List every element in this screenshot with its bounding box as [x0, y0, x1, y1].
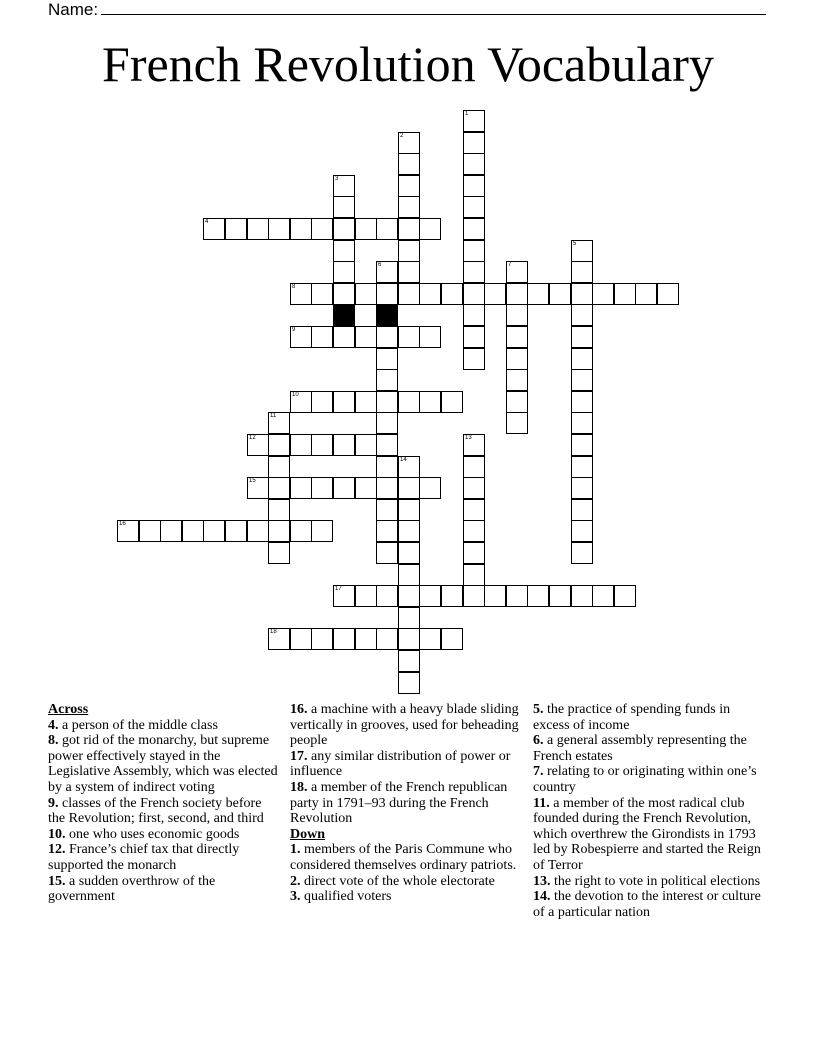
- crossword-cell[interactable]: [419, 391, 441, 413]
- crossword-cell[interactable]: [160, 520, 182, 542]
- crossword-cell[interactable]: [311, 628, 333, 650]
- clue-text: a machine with a heavy blade sliding vertically in grooves, used for beheading people: [290, 702, 519, 749]
- clue-across-17: [290, 749, 522, 780]
- clue-number: 5.: [533, 702, 544, 717]
- crossword-cell[interactable]: [571, 499, 593, 521]
- crossword-cell[interactable]: [571, 304, 593, 326]
- clue-number: 12.: [48, 842, 66, 858]
- crossword-cell[interactable]: [398, 240, 420, 262]
- crossword-cell[interactable]: [419, 218, 441, 240]
- crossword-cell[interactable]: [398, 477, 420, 499]
- crossword-cell[interactable]: [268, 434, 290, 456]
- crossword-cell[interactable]: [398, 153, 420, 175]
- clue-down-13: [533, 874, 765, 890]
- clue-text: France’s chief tax that directly supported the monarch: [48, 842, 240, 873]
- crossword-cell[interactable]: [355, 283, 377, 305]
- cell-number: 5: [573, 241, 577, 247]
- crossword-cell[interactable]: [463, 477, 485, 499]
- crossword-cell[interactable]: [333, 261, 355, 283]
- crossword-cell[interactable]: [571, 456, 593, 478]
- clue-text: a sudden overthrow of the government: [48, 873, 216, 905]
- crossword-cell[interactable]: [398, 628, 420, 650]
- crossword-cell[interactable]: [506, 585, 528, 607]
- clue-number: 8.: [48, 733, 59, 749]
- crossword-cell[interactable]: [398, 326, 420, 348]
- cell-number: 1: [465, 111, 469, 117]
- crossword-cell[interactable]: [376, 348, 398, 370]
- crossword-cell[interactable]: [549, 283, 571, 305]
- clues-column-3: [533, 702, 765, 920]
- crossword-cell[interactable]: [398, 585, 420, 607]
- clue-across-12: [48, 842, 280, 873]
- crossword-cell[interactable]: [463, 456, 485, 478]
- crossword-cell[interactable]: [376, 369, 398, 391]
- crossword-cell[interactable]: [463, 304, 485, 326]
- crossword-cell[interactable]: [506, 369, 528, 391]
- crossword-cell[interactable]: [506, 412, 528, 434]
- crossword-cell[interactable]: [398, 196, 420, 218]
- crossword-cell[interactable]: [398, 261, 420, 283]
- cell-number: 17: [335, 586, 342, 592]
- crossword-cell[interactable]: [419, 585, 441, 607]
- crossword-cell[interactable]: [571, 369, 593, 391]
- crossword-cell[interactable]: [376, 520, 398, 542]
- crossword-cell[interactable]: [614, 585, 636, 607]
- clue-across-16: [290, 702, 522, 749]
- crossword-cell[interactable]: [290, 283, 312, 305]
- crossword-cell[interactable]: [571, 520, 593, 542]
- crossword-cell[interactable]: [290, 326, 312, 348]
- crossword-cell[interactable]: [463, 542, 485, 564]
- crossword-cell[interactable]: [355, 628, 377, 650]
- crossword-cell[interactable]: [268, 628, 290, 650]
- crossword-cell[interactable]: [247, 434, 269, 456]
- crossword-cell[interactable]: [571, 542, 593, 564]
- clue-across-18: [290, 780, 522, 827]
- cell-number: 16: [119, 521, 126, 527]
- crossword-cell[interactable]: [333, 628, 355, 650]
- crossword-cell[interactable]: [571, 477, 593, 499]
- crossword-cell[interactable]: [398, 391, 420, 413]
- cell-number: 4: [205, 219, 209, 225]
- crossword-cell[interactable]: [333, 585, 355, 607]
- crossword-block-cell: [376, 304, 398, 326]
- crossword-cell[interactable]: [376, 326, 398, 348]
- crossword-cell[interactable]: [290, 218, 312, 240]
- crossword-cell[interactable]: [376, 477, 398, 499]
- crossword-cell[interactable]: [311, 520, 333, 542]
- crossword-cell[interactable]: [463, 499, 485, 521]
- crossword-cell[interactable]: [290, 391, 312, 413]
- crossword-cell[interactable]: [247, 520, 269, 542]
- crossword-cell[interactable]: [571, 326, 593, 348]
- crossword-cell[interactable]: [571, 261, 593, 283]
- clue-across-10: [48, 827, 280, 843]
- crossword-cell[interactable]: [463, 585, 485, 607]
- crossword-cell[interactable]: [203, 218, 225, 240]
- crossword-cell[interactable]: [247, 477, 269, 499]
- clue-text: got rid of the monarchy, but supreme power effectively stayed in the Legislative Assembly, which was elected by a system of indirect voting: [48, 733, 278, 795]
- crossword-cell[interactable]: [311, 477, 333, 499]
- crossword-cell[interactable]: [571, 240, 593, 262]
- crossword-cell[interactable]: [376, 391, 398, 413]
- clue-text: any similar distribution of power or influence: [290, 748, 511, 780]
- clue-text: the devotion to the interest or culture of a particular nation: [533, 889, 761, 920]
- crossword-cell[interactable]: [506, 261, 528, 283]
- crossword-cell[interactable]: [419, 477, 441, 499]
- crossword-cell[interactable]: [527, 585, 549, 607]
- clue-text: one who uses economic goods: [69, 826, 240, 842]
- crossword-cell[interactable]: [355, 218, 377, 240]
- cell-number: 6: [378, 262, 382, 268]
- crossword-cell[interactable]: [419, 326, 441, 348]
- crossword-cell[interactable]: [268, 499, 290, 521]
- clue-number: 1.: [290, 842, 301, 858]
- crossword-cell[interactable]: [376, 542, 398, 564]
- crossword-cell[interactable]: [441, 283, 463, 305]
- clue-text: classes of the French society before the Revolution; first, second, and third: [48, 795, 264, 827]
- crossword-cell[interactable]: [376, 283, 398, 305]
- cell-number: 7: [508, 262, 512, 268]
- crossword-cell[interactable]: [311, 326, 333, 348]
- crossword-cell[interactable]: [333, 434, 355, 456]
- crossword-cell[interactable]: [398, 456, 420, 478]
- crossword-cell[interactable]: [463, 196, 485, 218]
- clue-across-8: [48, 733, 280, 795]
- crossword-cell[interactable]: [311, 434, 333, 456]
- clue-number: 9.: [48, 795, 59, 811]
- crossword-cell[interactable]: [398, 672, 420, 694]
- clue-number: 11.: [533, 795, 550, 811]
- crossword-cell[interactable]: [463, 283, 485, 305]
- cell-number: 8: [292, 284, 296, 290]
- crossword-block-cell: [333, 304, 355, 326]
- cell-number: 2: [400, 133, 404, 139]
- crossword-cell[interactable]: [355, 477, 377, 499]
- crossword-cell[interactable]: [333, 196, 355, 218]
- crossword-cell[interactable]: [463, 434, 485, 456]
- clue-number: 2.: [290, 873, 301, 889]
- clue-text: a person of the middle class: [62, 717, 218, 733]
- crossword-cell[interactable]: [376, 218, 398, 240]
- crossword-cell[interactable]: [571, 391, 593, 413]
- crossword-cell[interactable]: [376, 585, 398, 607]
- crossword-cell[interactable]: [355, 585, 377, 607]
- clue-down-1: [290, 842, 522, 873]
- crossword-cell[interactable]: [376, 412, 398, 434]
- crossword-cell[interactable]: [398, 564, 420, 586]
- clue-across-4: [48, 718, 280, 734]
- clue-text: a general assembly representing the French estates: [533, 733, 747, 764]
- crossword-cell[interactable]: [247, 218, 269, 240]
- crossword-cell[interactable]: [333, 391, 355, 413]
- crossword-cell[interactable]: [463, 110, 485, 132]
- crossword-cell[interactable]: [441, 585, 463, 607]
- crossword-cell[interactable]: [484, 283, 506, 305]
- clue-number: 17.: [290, 748, 308, 764]
- name-label: Name:: [48, 0, 99, 19]
- cell-number: 12: [249, 435, 256, 441]
- crossword-cell[interactable]: [225, 520, 247, 542]
- clue-down-11: [533, 796, 765, 874]
- cell-number: 3: [335, 176, 339, 182]
- crossword-cell[interactable]: [376, 499, 398, 521]
- crossword-cell[interactable]: [571, 283, 593, 305]
- crossword-cell[interactable]: [355, 434, 377, 456]
- crossword-cell[interactable]: [268, 542, 290, 564]
- crossword-cell[interactable]: [225, 218, 247, 240]
- crossword-cell[interactable]: [506, 283, 528, 305]
- crossword-cell[interactable]: [571, 348, 593, 370]
- crossword-cell[interactable]: [203, 520, 225, 542]
- clues-column-1: [48, 702, 280, 905]
- clue-text: a member of the most radical club founded during the French Revolution, which overthrew the Girondists in 1793 led by Robespierre and started the Reign of Terror: [533, 795, 761, 873]
- cell-number: 14: [400, 457, 407, 463]
- clue-number: 10.: [48, 826, 66, 842]
- across-heading: Across: [48, 702, 89, 717]
- clue-number: 6.: [533, 733, 544, 749]
- crossword-cell[interactable]: [376, 456, 398, 478]
- crossword-cell[interactable]: [268, 412, 290, 434]
- crossword-cell[interactable]: [398, 218, 420, 240]
- clue-text: relating to or originating within one’s country: [533, 764, 757, 795]
- clue-number: 3.: [290, 889, 301, 905]
- crossword-cell[interactable]: [635, 283, 657, 305]
- clue-text: direct vote of the whole electorate: [304, 873, 495, 889]
- crossword-cell[interactable]: [463, 261, 485, 283]
- crossword-cell[interactable]: [290, 477, 312, 499]
- clue-number: 13.: [533, 873, 551, 889]
- crossword-cell[interactable]: [290, 520, 312, 542]
- down-heading: Down: [290, 826, 326, 842]
- crossword-cell[interactable]: [592, 585, 614, 607]
- crossword-cell[interactable]: [117, 520, 139, 542]
- clue-number: 14.: [533, 889, 551, 905]
- cell-number: 13: [465, 435, 472, 441]
- crossword-cell[interactable]: [506, 326, 528, 348]
- cell-number: 9: [292, 327, 296, 333]
- crossword-cell[interactable]: [139, 520, 161, 542]
- crossword-cell[interactable]: [398, 499, 420, 521]
- crossword-cell[interactable]: [463, 175, 485, 197]
- crossword-cell[interactable]: [333, 283, 355, 305]
- crossword-cell[interactable]: [376, 434, 398, 456]
- crossword-cell[interactable]: [333, 175, 355, 197]
- crossword-cell[interactable]: [571, 585, 593, 607]
- crossword-cell[interactable]: [311, 391, 333, 413]
- clue-text: qualified voters: [304, 889, 392, 905]
- clue-text: members of the Paris Commune who considered themselves ordinary patriots.: [290, 842, 517, 873]
- crossword-cell[interactable]: [441, 628, 463, 650]
- crossword-cell[interactable]: [463, 326, 485, 348]
- crossword-cell[interactable]: [398, 175, 420, 197]
- page-title: French Revolution Vocabulary: [102, 36, 714, 92]
- crossword-cell[interactable]: [441, 391, 463, 413]
- crossword-cell[interactable]: [463, 240, 485, 262]
- crossword-cell[interactable]: [571, 412, 593, 434]
- crossword-cell[interactable]: [355, 391, 377, 413]
- crossword-cell[interactable]: [333, 240, 355, 262]
- clue-text: the right to vote in political elections: [554, 873, 761, 889]
- crossword-cell[interactable]: [527, 283, 549, 305]
- crossword-cell[interactable]: [398, 607, 420, 629]
- crossword-cell[interactable]: [398, 520, 420, 542]
- clue-number: 7.: [533, 764, 544, 780]
- crossword-cell[interactable]: [463, 520, 485, 542]
- clue-down-2: [290, 874, 522, 890]
- crossword-cell[interactable]: [463, 153, 485, 175]
- crossword-cell[interactable]: [376, 628, 398, 650]
- clue-number: 18.: [290, 779, 308, 795]
- crossword-cell[interactable]: [657, 283, 679, 305]
- crossword-cell[interactable]: [290, 628, 312, 650]
- crossword-cell[interactable]: [268, 477, 290, 499]
- clue-down-14: [533, 889, 765, 920]
- clue-down-3: [290, 889, 522, 905]
- crossword-cell[interactable]: [592, 283, 614, 305]
- clue-across-9: [48, 796, 280, 827]
- clue-text: a member of the French republican party in 1791–93 during the French Revolution: [290, 779, 508, 827]
- crossword-cell[interactable]: [419, 628, 441, 650]
- crossword-cell[interactable]: [614, 283, 636, 305]
- crossword-cell[interactable]: [463, 348, 485, 370]
- crossword-cell[interactable]: [333, 218, 355, 240]
- clues-column-2: [290, 702, 522, 905]
- clue-down-6: [533, 733, 765, 764]
- crossword-cell[interactable]: [333, 477, 355, 499]
- crossword-cell[interactable]: [311, 283, 333, 305]
- cell-number: 11: [270, 413, 277, 419]
- crossword-cell[interactable]: [398, 132, 420, 154]
- crossword-cell[interactable]: [506, 304, 528, 326]
- crossword-cell[interactable]: [333, 326, 355, 348]
- clue-down-5: [533, 702, 765, 733]
- crossword-cell[interactable]: [290, 434, 312, 456]
- crossword-cell[interactable]: [419, 283, 441, 305]
- crossword-cell[interactable]: [398, 283, 420, 305]
- crossword-cell[interactable]: [268, 456, 290, 478]
- clue-number: 4.: [48, 717, 59, 733]
- crossword-cell[interactable]: [506, 348, 528, 370]
- cell-number: 10: [292, 392, 299, 398]
- clue-down-7: [533, 764, 765, 795]
- crossword-cell[interactable]: [463, 564, 485, 586]
- crossword-cell[interactable]: [311, 218, 333, 240]
- crossword-cell[interactable]: [463, 218, 485, 240]
- crossword-cell[interactable]: [506, 391, 528, 413]
- clue-number: 15.: [48, 873, 66, 889]
- clue-across-15: [48, 874, 280, 905]
- clue-text: the practice of spending funds in excess of income: [533, 702, 731, 733]
- crossword-cell[interactable]: [355, 326, 377, 348]
- crossword-cell[interactable]: [268, 218, 290, 240]
- crossword-cell[interactable]: [571, 434, 593, 456]
- crossword-cell[interactable]: [268, 520, 290, 542]
- cell-number: 15: [249, 478, 256, 484]
- crossword-cell[interactable]: [398, 650, 420, 672]
- crossword-cell[interactable]: [398, 542, 420, 564]
- crossword-cell[interactable]: [484, 585, 506, 607]
- crossword-cell[interactable]: [182, 520, 204, 542]
- clue-number: 16.: [290, 702, 308, 717]
- cell-number: 18: [270, 629, 277, 635]
- crossword-cell[interactable]: [463, 132, 485, 154]
- crossword-cell[interactable]: [376, 261, 398, 283]
- crossword-cell[interactable]: [549, 585, 571, 607]
